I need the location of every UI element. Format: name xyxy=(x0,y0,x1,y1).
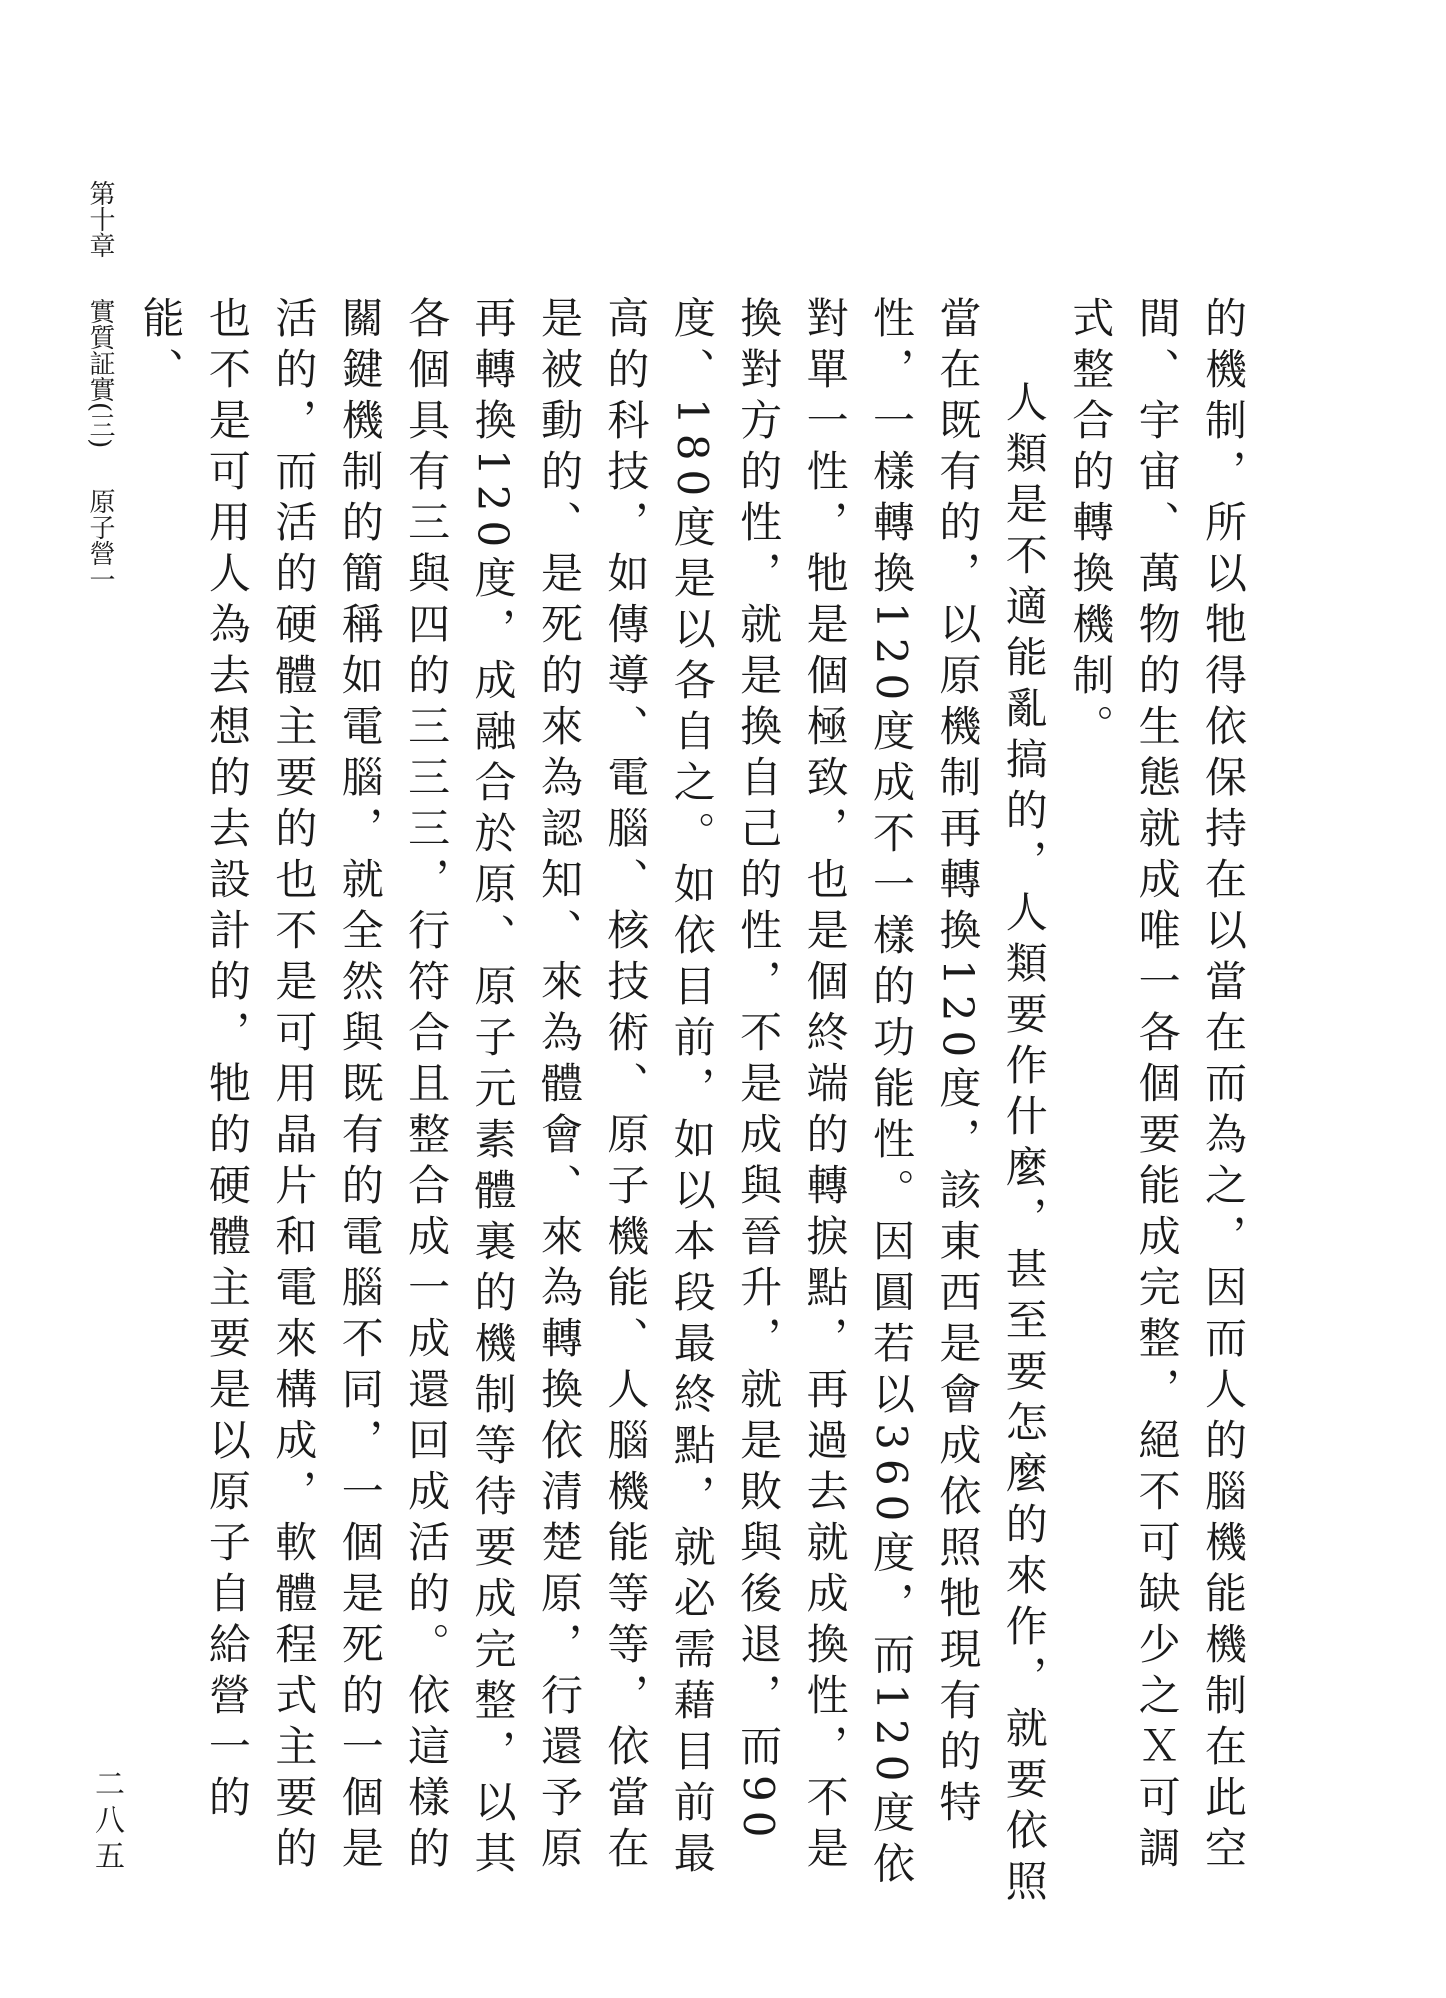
running-head-book: 實質証實(三) xyxy=(85,298,115,449)
running-head-spacer xyxy=(80,258,120,298)
running-head-spacer xyxy=(80,448,120,488)
running-head-section: 原子營一 xyxy=(85,488,115,593)
running-head xyxy=(80,180,120,1080)
body-text xyxy=(136,296,1256,1926)
paragraph: 人類是不適能亂搞的，人類要作什麼，甚至要怎麼的來作，就要依照當在既有的，以原機制再轉換120度，該東西是會成依照牠現有的特性，一樣轉換120度成不一樣的功能性。因圓若以360度，而120度依對單一性，牠是個極致，也是個終端的轉捩點，再過去就成換性，不是換對方的性，就是換自己的性，不是成與晉升，就是敗與後退，而90度、180度是以各自之。如依目前，如以本段最終點，就必需藉目前最高的科技，如傳導、電腦、核技術、原子機能、人腦機能等等，依當在是被動的、是死的來為認知、來為體會、來為轉換依清楚原，行還予原再轉換120度，成融合於原、原子元素體裏的機制等待要成完整，以其各個具有三與四的三三三，行符合且整合成一成還回成活的。依這樣的關鍵機制的簡稱如電腦，就全然與既有的電腦不同，一個是死的一個是活的，而活的硬體主要的也不是可用晶片和電來構成，軟體程式主要的也不是可用人為去想的去設計的，牠的硬體主要是以原子自給營一的能、 xyxy=(136,296,1049,1910)
running-head-chapter: 第十章 xyxy=(85,180,115,258)
page-number: 二八五 xyxy=(89,1768,124,1876)
paragraph-continued: 的機制，所以牠得依保持在以當在而為之，因而人的腦機能機制在此空間、宇宙、萬物的生態就成唯一各個要能成完整，絕不可缺少之Ｘ可調式整合的轉換機制。 xyxy=(1066,296,1248,1877)
